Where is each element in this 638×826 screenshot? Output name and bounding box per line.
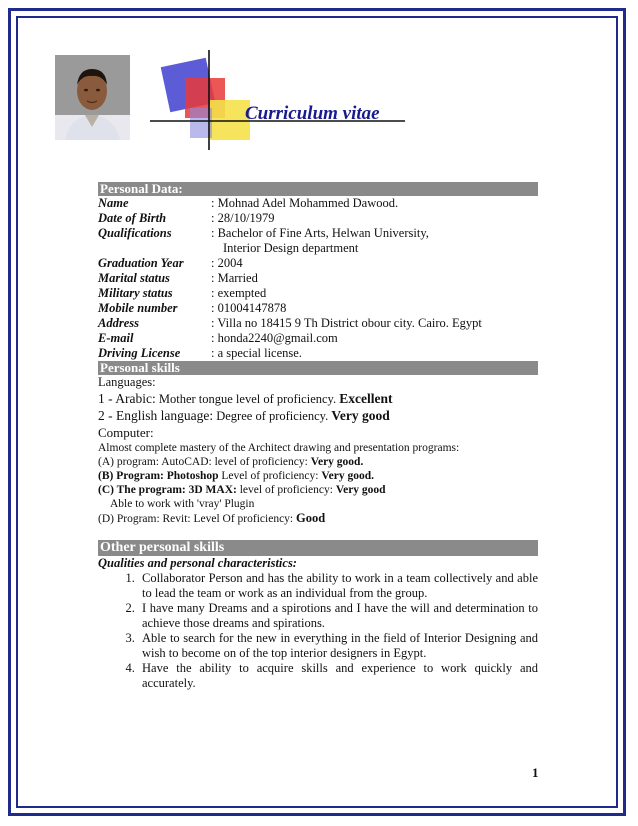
address-label: Address (98, 316, 139, 330)
email-value: : honda2240@gmail.com (211, 331, 338, 345)
list-item: 3. Able to search for the new in everything in the field of Interior Designing and wish to become on of the top interior designers in Egypt. (138, 631, 538, 661)
english-level: Very good (331, 408, 390, 423)
english-prefix: 2 - English language: (98, 408, 214, 423)
qualifications-label: Qualifications (98, 226, 172, 240)
cv-title: Curriculum vitae (245, 103, 380, 124)
program-revit (98, 511, 538, 526)
table-row (98, 286, 538, 301)
list-item: 4. Have the ability to acquire skills and experience to work quickly and accurately. (138, 661, 538, 691)
autocad-level: Very good. (310, 456, 364, 468)
dob-value: : 28/10/1979 (211, 211, 275, 225)
marital-status-label: Marital status (98, 271, 170, 285)
qualities-list (98, 571, 538, 691)
other-skills-heading: Other personal skills (98, 540, 538, 556)
program-3dmax (98, 483, 538, 497)
qualities-heading: Qualities and personal characteristics: (98, 556, 297, 570)
language-arabic (98, 390, 538, 407)
computer-intro: Almost complete mastery of the Architect drawing and presentation programs: (98, 442, 460, 454)
list-item: 1. Collaborator Person and has the ability to work in a team collectively and able to lead the team or work as an individual from the group. (138, 571, 538, 601)
personal-data-heading: Personal Data: (98, 182, 538, 196)
mobile-label: Mobile number (98, 301, 178, 315)
autocad-prefix: (A) program: AutoCAD: (98, 456, 212, 468)
english-text: Degree of proficiency. (213, 409, 332, 423)
profile-photo (55, 55, 130, 140)
table-row (98, 226, 538, 256)
table-row (98, 316, 538, 331)
revit-level: Good (296, 511, 326, 525)
cv-content (98, 182, 538, 691)
military-status-value: : exempted (211, 286, 267, 300)
marital-status-value: : Married (211, 271, 258, 285)
arabic-text: Mother tongue level of proficiency. (155, 392, 340, 406)
military-status-label: Military status (98, 286, 173, 300)
graduation-year-value: : 2004 (211, 256, 243, 270)
3dmax-prefix: (C) The program: 3D MAX: (98, 484, 237, 496)
program-photoshop (98, 469, 538, 483)
page-number: 1 (532, 765, 539, 780)
table-row (98, 256, 538, 271)
languages-label: Languages: (98, 375, 156, 389)
program-autocad (98, 455, 538, 469)
arabic-prefix: 1 - Arabic: (98, 391, 156, 406)
spacer (98, 526, 538, 540)
graduation-year-label: Graduation Year (98, 256, 184, 270)
table-row (98, 196, 538, 211)
3dmax-note: Able to work with 'vray' Plugin (110, 498, 255, 510)
address-value: : Villa no 18415 9 Th District obour city. Cairo. Egypt (211, 316, 482, 330)
photoshop-level: Very good. (321, 470, 374, 482)
language-english (98, 407, 538, 425)
table-row (98, 331, 538, 346)
3dmax-text: level of proficiency: (236, 484, 336, 496)
table-row (98, 301, 538, 316)
revit-text: (D) Program: Revit: Level Of proficiency: (98, 513, 296, 525)
qualifications-value: : Bachelor of Fine Arts, Helwan University, (211, 226, 429, 240)
qualifications-value-line2: Interior Design department (223, 241, 359, 255)
table-row (98, 211, 538, 226)
3dmax-level: Very good (335, 484, 386, 496)
mobile-value: : 01004147878 (211, 301, 287, 315)
name-label: Name (98, 196, 129, 210)
table-row (98, 271, 538, 286)
table-row (98, 346, 538, 361)
dob-label: Date of Birth (98, 211, 167, 225)
driving-license-value: : a special license. (211, 346, 302, 360)
driving-license-label: Driving License (98, 346, 181, 360)
autocad-text: level of proficiency: (211, 456, 311, 468)
list-item: 2. I have many Dreams and a spirotions and I have the will and determination to achieve those dreams and spirations. (138, 601, 538, 631)
email-label: E-mail (98, 331, 134, 345)
personal-skills-heading: Personal skills (98, 361, 538, 375)
photoshop-text: Level of proficiency: (218, 470, 322, 482)
photoshop-prefix: (B) Program: Photoshop (98, 470, 219, 482)
arabic-level: Excellent (339, 391, 393, 406)
name-value: : Mohnad Adel Mohammed Dawood. (211, 196, 399, 210)
personal-data-table (98, 196, 538, 361)
computer-label: Computer: (98, 425, 154, 440)
